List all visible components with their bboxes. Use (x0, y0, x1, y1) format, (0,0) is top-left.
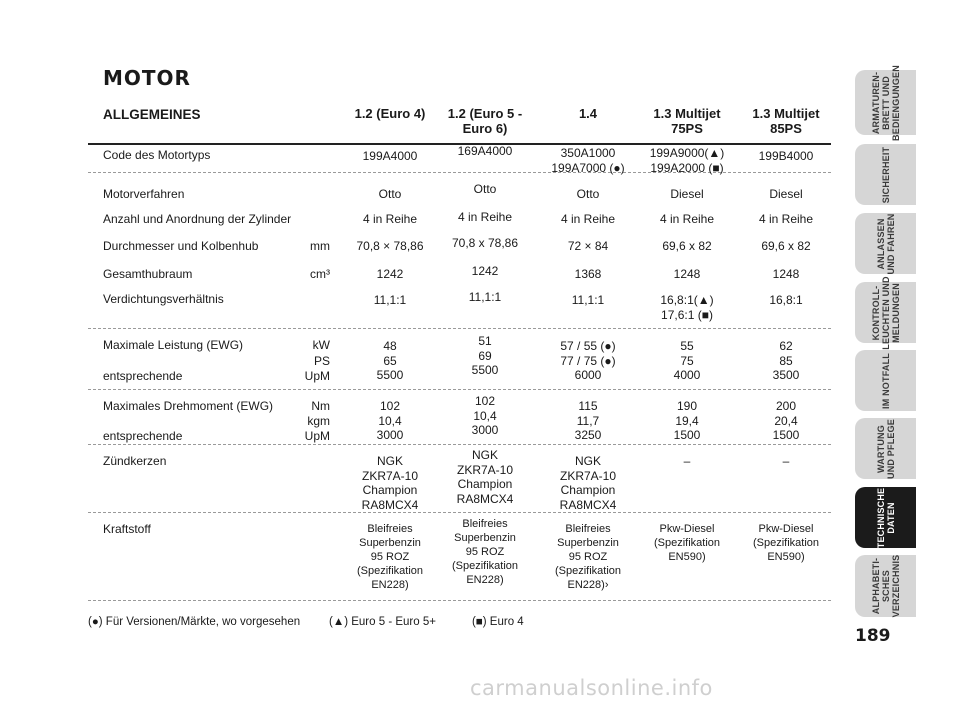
table-cell-line: 3000 (376, 428, 404, 442)
column-header-line: 1.2 (Euro 5 - (447, 106, 523, 121)
table-cell (435, 236, 535, 251)
column-header-line: Euro 6) (462, 121, 508, 136)
table-cell (736, 149, 836, 164)
table-cell-line: 3000 (471, 423, 499, 437)
side-tab-6[interactable] (855, 418, 916, 479)
side-tab-label-line: BEDIENGUNGEN (890, 64, 901, 141)
table-cell-line: 95 ROZ (465, 546, 505, 558)
table-cell (736, 454, 836, 469)
row-label-text: Motorverfahren (103, 187, 185, 201)
row-label-text: Gesamthubraum (103, 267, 193, 281)
table-cell-line: 85 (779, 353, 793, 368)
side-tab-label-line: WARTUNG (875, 424, 886, 473)
table-cell-line: NGK (471, 448, 498, 462)
table-cell (435, 517, 535, 587)
table-cell (637, 267, 737, 282)
column-header-line: 75PS (671, 121, 703, 136)
side-tab-label (871, 276, 901, 349)
table-cell (637, 239, 737, 254)
table-cell (340, 212, 440, 227)
table-cell-line: 16,8:1 (769, 293, 803, 307)
row-label-text: Anzahl und Anordnung der Zylinder (103, 212, 292, 226)
table-cell-line: 5500 (471, 363, 499, 377)
table-cell-line: 55 (680, 339, 694, 353)
table-cell-line: Champion (362, 483, 418, 497)
table-cell (538, 212, 638, 227)
table-cell (637, 212, 737, 227)
table-cell-line: Bleifreies (367, 523, 413, 535)
table-cell-line: ZKR7A-10 (361, 468, 419, 483)
table-cell (538, 239, 638, 254)
column-header-line: 1.2 (Euro 4) (354, 106, 426, 121)
table-cell-line: Otto (378, 187, 402, 201)
row-unit: mm (310, 239, 330, 253)
column-header-3 (538, 106, 638, 121)
table-cell (538, 399, 638, 443)
table-cell-line: 75 (680, 353, 694, 368)
table-cell-line: 3500 (772, 368, 800, 382)
row-unit: kW (312, 338, 330, 352)
table-cell-line: 4 in Reihe (758, 212, 814, 226)
table-cell-line: (Spezifikation (752, 537, 820, 549)
table-cell-line: 169A4000 (457, 144, 513, 158)
table-cell-line: 102 (379, 399, 401, 413)
table-cell-line: 69 (478, 348, 492, 363)
table-cell (736, 187, 836, 202)
table-cell-line: Superbenzin (359, 537, 421, 549)
table-cell-line: 11,1:1 (373, 293, 407, 307)
row-unit: Nm (311, 399, 330, 413)
table-cell-line: (Spezifikation (356, 565, 424, 577)
side-tab-label-line: LEUCHTEN UND (880, 275, 891, 350)
row-separator (88, 328, 831, 329)
row-unit: kgm (307, 414, 330, 428)
table-cell-line: 199A9000(▲) (649, 146, 725, 160)
table-cell (340, 399, 440, 443)
table-cell-line: RA8MCX4 (361, 497, 419, 512)
footnote-optional: (●) Für Versionen/Märkte, wo vorgesehen (88, 616, 301, 628)
table-cell-line: 95 ROZ (568, 551, 608, 563)
table-cell-line: EN228) (466, 574, 504, 586)
table-cell-line: 1242 (376, 267, 404, 281)
row-label-text: Maximale Leistung (EWG) (103, 338, 244, 352)
row-label-text: Zündkerzen (103, 454, 167, 468)
table-cell-line: Champion (560, 483, 616, 497)
table-cell (736, 522, 836, 564)
side-tab-label-line: BRETT UND (880, 75, 891, 130)
table-cell-line: EN228)› (567, 579, 609, 591)
table-cell (637, 187, 737, 202)
side-tab-label (876, 418, 896, 478)
table-cell-line: 10,4 (473, 408, 497, 423)
side-tab-label-line: ARMATUREN- (870, 71, 881, 134)
table-cell (637, 293, 737, 322)
page-title: MOTOR (103, 66, 191, 90)
side-tab-7[interactable] (855, 487, 916, 548)
table-cell (340, 522, 440, 592)
row-label-text: entsprechende (103, 369, 183, 383)
table-cell (340, 267, 440, 282)
table-cell-line: 4 in Reihe (659, 212, 715, 226)
row-label-text: Verdichtungsverhältnis (103, 292, 224, 306)
table-cell (637, 399, 737, 443)
table-cell-line: 1500 (673, 428, 701, 442)
row-label (103, 148, 330, 163)
table-cell (637, 339, 737, 383)
side-tab-label (871, 65, 901, 141)
table-cell (538, 339, 638, 383)
side-tab-label-line: TECHNISCHE (875, 487, 886, 548)
table-cell-line: ZKR7A-10 (559, 468, 617, 483)
row-label-text: Code des Motortyps (103, 148, 211, 162)
table-cell-line: 4 in Reihe (362, 212, 418, 226)
table-cell-line: (Spezifikation (653, 537, 721, 549)
column-header-line: 85PS (770, 121, 802, 136)
table-cell-line: 69,6 x 82 (761, 239, 811, 253)
table-cell-line: 102 (474, 394, 496, 408)
table-cell-line: (Spezifikation (554, 565, 622, 577)
table-cell (435, 210, 535, 225)
table-cell-line: 1248 (673, 267, 701, 281)
column-header-5 (736, 106, 836, 136)
row-label (103, 399, 330, 414)
table-cell-line: 200 (775, 399, 797, 413)
footnote-euro5: (▲) Euro 5 - Euro 5+ (329, 616, 436, 628)
side-tab-label-line: KONTROLL- (870, 285, 881, 340)
side-tab-3[interactable] (855, 213, 916, 274)
table-cell-line: 65 (383, 353, 397, 368)
table-cell (340, 454, 440, 512)
table-cell-line: Superbenzin (557, 537, 619, 549)
row-label (103, 338, 330, 353)
table-cell-line: 199A7000 (●) (551, 160, 625, 175)
side-tab-4[interactable] (855, 275, 916, 350)
footnote-euro4: (■) Euro 4 (472, 616, 524, 628)
table-cell (340, 293, 440, 308)
table-cell (538, 522, 638, 592)
table-cell (340, 149, 440, 164)
row-label (103, 522, 330, 537)
row-separator (88, 444, 831, 445)
table-cell (340, 339, 440, 383)
column-header-line: 1.3 Multijet (653, 106, 721, 121)
table-cell (736, 267, 836, 282)
side-tab-8[interactable] (855, 555, 916, 617)
column-header-2 (435, 106, 535, 136)
table-cell-line: 190 (676, 399, 698, 413)
row-label (103, 369, 330, 384)
table-cell-line: 6000 (574, 368, 602, 382)
side-tab-label (876, 487, 896, 548)
table-cell (435, 334, 535, 378)
row-label (103, 212, 330, 227)
table-cell (736, 239, 836, 254)
table-cell-line: 350A1000 (560, 146, 616, 160)
column-header-4 (637, 106, 737, 136)
row-unit: cm³ (310, 267, 330, 281)
table-cell (435, 394, 535, 438)
side-tab-label-line: SCHES (880, 570, 891, 603)
table-cell (435, 264, 535, 279)
page-number: 189 (855, 626, 891, 646)
bottom-rule (88, 600, 831, 601)
watermark: carmanualsonline.info (470, 676, 713, 700)
table-cell-line: 11,7 (576, 413, 600, 428)
table-cell (538, 146, 638, 175)
table-cell-line: 1242 (471, 264, 499, 278)
table-cell-line: Pkw-Diesel (659, 523, 715, 535)
row-unit: UpM (304, 369, 330, 383)
table-cell-line: 51 (478, 334, 492, 348)
side-tab-label (871, 555, 901, 618)
table-cell-line: 199A2000 (■) (650, 160, 724, 175)
side-tab-label-line: DATEN (885, 501, 896, 534)
table-cell-line: – (782, 454, 790, 468)
table-cell-line: 16,8:1(▲) (660, 293, 714, 307)
row-unit: PS (313, 354, 330, 368)
row-label-text: Durchmesser und Kolbenhub (103, 239, 259, 253)
table-cell-line: 77 / 75 (●) (560, 353, 616, 368)
table-cell-line: (Spezifikation (451, 560, 519, 572)
side-tab-2[interactable] (855, 144, 916, 205)
side-tab-label-line: ALPHABETI- (870, 557, 881, 615)
row-label-text: Kraftstoff (103, 522, 151, 536)
table-cell-line: ZKR7A-10 (456, 462, 514, 477)
row-label (103, 429, 330, 444)
table-cell-line: 11,1:1 (468, 290, 502, 304)
row-separator (88, 512, 831, 513)
side-tab-1[interactable] (855, 64, 916, 141)
table-cell-line: Diesel (670, 187, 704, 201)
table-cell-line: NGK (574, 454, 601, 468)
table-cell-line: Champion (457, 477, 513, 491)
row-label (103, 187, 330, 202)
table-cell-line: 69,6 x 82 (662, 239, 712, 253)
table-cell-line: 62 (779, 339, 793, 353)
table-cell (538, 454, 638, 512)
row-unit: UpM (304, 429, 330, 443)
table-cell-line: 199B4000 (758, 149, 814, 163)
table-cell-line: 199A4000 (362, 149, 418, 163)
column-header-line: 1.4 (578, 106, 598, 121)
side-tab-label-line: SICHERHEIT (880, 146, 891, 203)
table-cell-line: RA8MCX4 (456, 491, 514, 506)
table-cell-line: Superbenzin (454, 532, 516, 544)
table-cell (538, 187, 638, 202)
table-cell-line: 19,4 (675, 413, 699, 428)
row-label (103, 292, 330, 307)
table-cell-line: 1248 (772, 267, 800, 281)
table-cell-line: 57 / 55 (●) (560, 339, 616, 353)
table-cell-line: 20,4 (774, 413, 798, 428)
table-cell-line: EN228) (371, 579, 409, 591)
table-cell (435, 290, 535, 305)
side-tab-label-line: VERZEICHNIS (890, 554, 901, 618)
table-cell-line: Bleifreies (462, 518, 508, 530)
table-cell-line: 1368 (574, 267, 602, 281)
table-cell (637, 146, 737, 175)
table-cell-line: 11,1:1 (571, 293, 605, 307)
table-cell (538, 293, 638, 308)
table-cell-line: 70,8 × 78,86 (356, 239, 424, 253)
table-cell-line: EN590) (668, 551, 706, 563)
row-label (103, 267, 330, 282)
column-header-1 (340, 106, 440, 121)
table-cell (637, 454, 737, 469)
table-cell-line: 4 in Reihe (560, 212, 616, 226)
side-tab-label (876, 213, 896, 274)
table-cell-line: 4000 (673, 368, 701, 382)
row-label (103, 454, 330, 469)
table-cell-line: 70,8 x 78,86 (451, 236, 519, 250)
table-cell (435, 182, 535, 197)
side-tab-label-line: UND PFLEGE (885, 418, 896, 479)
table-cell (736, 339, 836, 383)
table-cell (435, 448, 535, 506)
table-cell-line: RA8MCX4 (559, 497, 617, 512)
table-cell-line: Diesel (769, 187, 803, 201)
row-label (103, 239, 330, 254)
table-cell-line: 1500 (772, 428, 800, 442)
table-cell-line: 95 ROZ (370, 551, 410, 563)
side-tab-label-line: IM NOTFALL (880, 352, 891, 409)
row-separator (88, 389, 831, 390)
table-cell-line: 5500 (376, 368, 404, 382)
section-label: ALLGEMEINES (103, 107, 201, 122)
table-cell-line: Otto (473, 182, 497, 196)
table-cell-line: 72 × 84 (567, 239, 609, 253)
table-cell (538, 267, 638, 282)
table-cell (435, 144, 535, 159)
table-cell-line: 4 in Reihe (457, 210, 513, 224)
table-cell-line: Bleifreies (565, 523, 611, 535)
table-cell-line: 10,4 (378, 413, 402, 428)
row-label-text: entsprechende (103, 429, 183, 443)
table-cell-line: Pkw-Diesel (758, 523, 814, 535)
column-header-line: 1.3 Multijet (752, 106, 820, 121)
table-cell (736, 293, 836, 308)
side-tab-5[interactable] (855, 350, 916, 411)
side-tab-label-line: ANLASSEN (875, 217, 886, 270)
side-tab-label (881, 353, 891, 409)
row-label-text: Maximales Drehmoment (EWG) (103, 399, 274, 413)
table-cell (736, 399, 836, 443)
table-cell-line: 48 (383, 339, 397, 353)
table-cell-line: 17,6:1 (■) (661, 307, 713, 322)
table-cell-line: NGK (376, 454, 403, 468)
table-cell-line: Otto (576, 187, 600, 201)
table-cell-line: EN590) (767, 551, 805, 563)
table-cell-line: 3250 (574, 428, 602, 442)
table-cell (340, 239, 440, 254)
table-cell-line: 115 (578, 399, 598, 413)
table-cell (637, 522, 737, 564)
side-tab-label (881, 146, 891, 203)
table-cell-line: – (683, 454, 691, 468)
side-tab-label-line: UND FAHREN (885, 212, 896, 275)
side-tab-label-line: MELDUNGEN (890, 282, 901, 343)
table-cell (736, 212, 836, 227)
table-cell (340, 187, 440, 202)
